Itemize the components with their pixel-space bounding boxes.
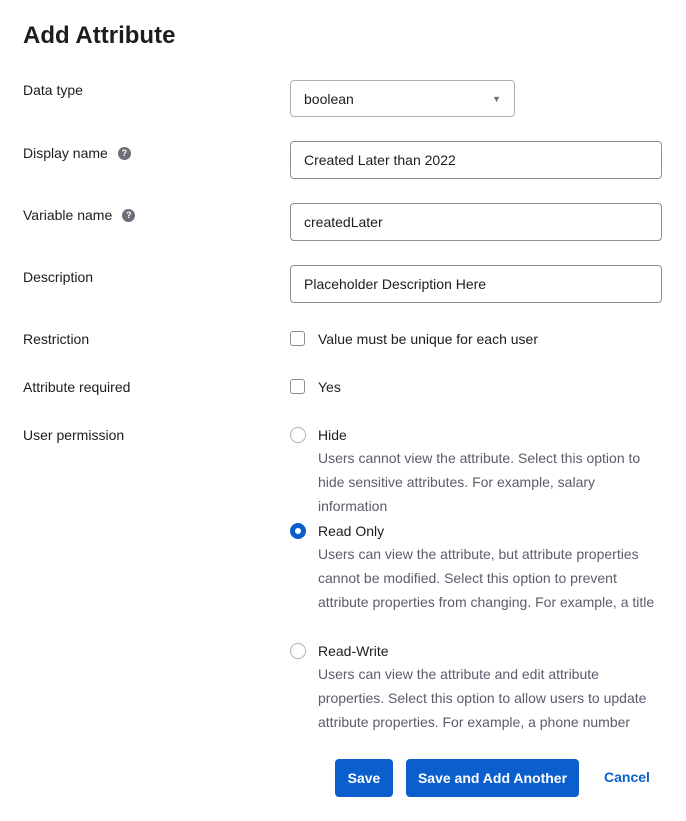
attribute-required-label: Attribute required [23,379,131,395]
radio-hide-desc: Users cannot view the attribute. Select this option to hide sensitive attributes. For example, salary information [318,450,641,514]
radio-read-write-desc: Users can view the attribute and edit attribute properties. Select this option to allow users to update attribute properties. For example, a phone number [318,666,647,730]
restriction-label: Restriction [23,331,90,347]
description-label: Description [23,269,94,285]
cancel-link[interactable]: Cancel [604,769,650,785]
unique-checkbox-label[interactable]: Value must be unique for each user [318,331,538,347]
user-permission-label: User permission [23,427,125,443]
help-icon[interactable]: ? [122,209,135,222]
variable-name-input[interactable] [290,203,662,241]
data-type-label [23,82,83,98]
description-input[interactable] [290,265,662,303]
data-type-label-text: Data type [23,82,83,98]
save-and-add-another-button[interactable]: Save and Add Another [406,759,579,797]
save-button[interactable]: Save [335,759,393,797]
variable-name-label [23,207,135,223]
chevron-down-icon: ▼ [492,93,501,104]
display-name-label-text: Display name [23,145,108,161]
variable-name-label-text: Variable name [23,207,113,223]
radio-read-write-label[interactable]: Read-Write [318,643,389,659]
radio-read-write[interactable] [290,643,306,659]
required-checkbox[interactable] [290,379,305,394]
required-checkbox-label[interactable]: Yes [318,379,341,395]
display-name-label [23,145,131,161]
radio-read-only[interactable] [290,523,306,539]
radio-read-only-label[interactable]: Read Only [318,523,385,539]
display-name-input[interactable] [290,141,662,179]
data-type-value: boolean [304,90,354,107]
unique-checkbox[interactable] [290,331,305,346]
data-type-select[interactable] [290,80,515,117]
radio-hide-label[interactable]: Hide [318,427,347,443]
help-icon[interactable]: ? [118,147,131,160]
radio-hide[interactable] [290,427,306,443]
radio-read-only-desc: Users can view the attribute, but attribute properties cannot be modified. Select this option to prevent attribute properties from changing. For example, a title [318,546,655,610]
page-title: Add Attribute [23,22,176,49]
